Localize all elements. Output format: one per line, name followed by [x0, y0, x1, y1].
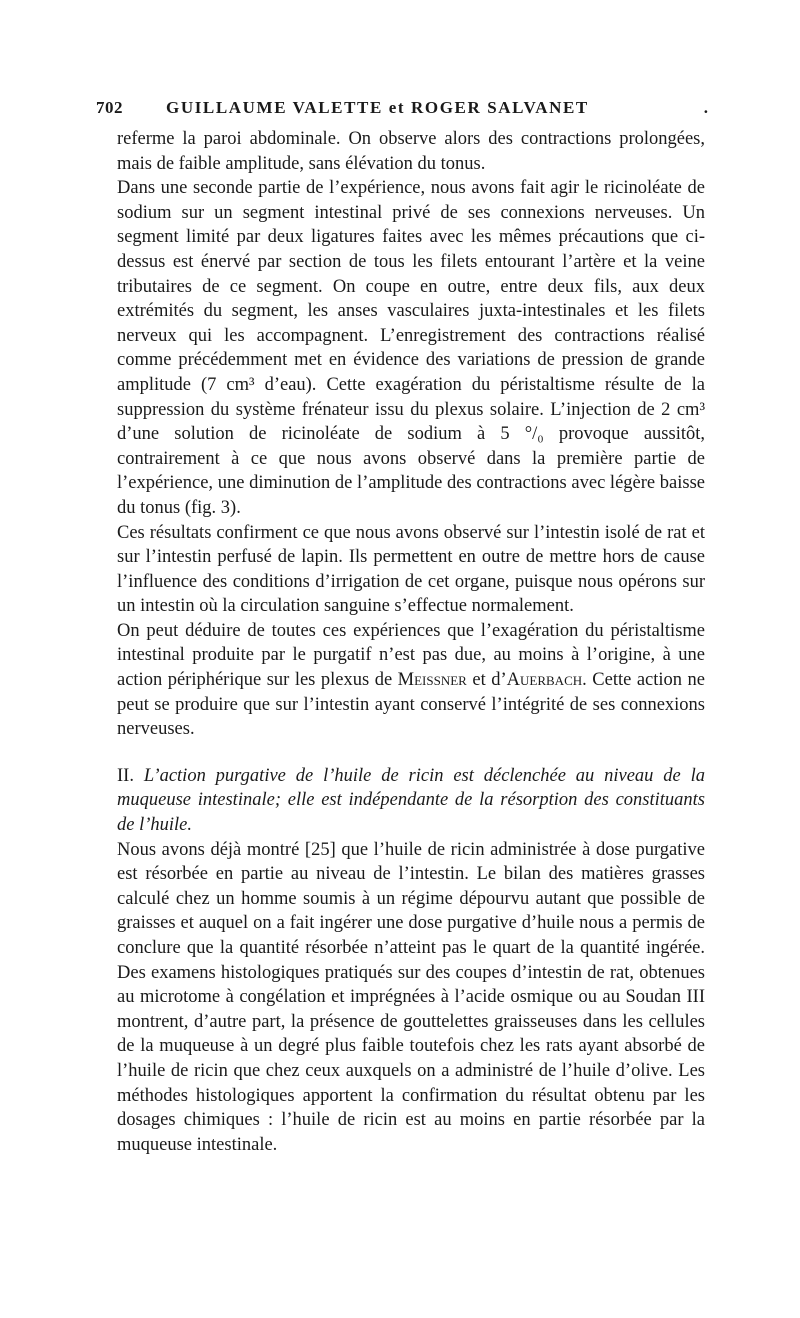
paragraph-resorption: [117, 838, 705, 1158]
section-number: II.: [117, 765, 144, 786]
paragraph-text: On peut déduire de toutes ces expériences que l’exagération du péristaltisme intestinal produite par le purgatif n’est pas due, au moins à l’origine, à une action périphérique sur les plexus de: [117, 620, 705, 691]
paragraph-continuation: referme la paroi abdominale. On observe alors des contractions prolongées, mais de faible amplitude, sans élévation du tonus.: [117, 129, 705, 174]
paragraph-results: [117, 521, 705, 619]
page-number: 702: [96, 98, 123, 117]
author-name-auerbach: Auerbach: [506, 670, 583, 691]
page-body: [117, 127, 705, 1157]
paragraph-text: Ces résultats confirment ce que nous avons observé sur l’intestin isolé de rat et sur l’intestin perfusé de lapin. Ils permettent en outre de mettre hors de cause l’influence des conditions d’irrigation de cet organe, puisque nous opérons sur un intestin où la circulation sanguine s’effectue normalement.: [117, 522, 705, 617]
paragraph-second-experiment: [117, 176, 705, 520]
paragraph-text: Dans une seconde partie de l’expérience, nous avons fait agir le ricinoléate de sodium sur un segment intestinal privé de ses connexions nerveuses. Un segment limité par deux ligatures faites avec les mêmes précautions que ci-dessus est énervé par section de tous les filets entourant l’artère et la veine tributaires de ce segment. On coupe en outre, entre deux fils, aux deux extrémités du segment, les anses vasculaires juxta-intestinales et les filets nerveux qui les accompagnent. L’enregistrement des contractions réalisé comme précédemment met en évidence des variations de pression de grande amplitude (7 cm³ d’eau). Cette exagération du péristaltisme résulte de la suppression du système frénateur issu du plexus solaire. L’injection de 2 cm³ d’une solution de ricinoléate de sodium à 5 °/₀ provoque aussitôt, contrairement à ce que nous avons observé dans la première partie de l’expérience, une diminution de l’amplitude des contractions avec légère baisse du tonus (fig. 3).: [117, 178, 705, 518]
paragraph-text: et d’: [466, 670, 507, 691]
running-header: [96, 98, 708, 122]
section-spacer: [117, 742, 705, 764]
paragraph-conclusion: [117, 619, 705, 742]
paragraph-text: . Cette action ne peut se produire que sur l’intestin ayant conservé l’intégrité de ses connexions nerveuses.: [117, 670, 706, 740]
header-mark: .: [703, 98, 708, 117]
section-title: L’action purgative de l’huile de ricin est déclenchée au niveau de la muqueuse intestinale; elle est indépendante de la résorption des constituants de l’huile.: [117, 765, 705, 836]
author-name-meissner: Meissner: [397, 670, 467, 691]
section-heading: [117, 764, 705, 838]
running-title: GUILLAUME VALETTE et ROGER SALVANET: [166, 98, 589, 117]
paragraph-text: Nous avons déjà montré [25] que l’huile de ricin administrée à dose purgative est résorbée en partie au niveau de l’intestin. Le bilan des matières grasses calculé chez un homme soumis à un régime dépourvu autant que possible de graisses et auquel on a fait ingérer une dose purgative d’huile nous a permis de conclure que la quantité résorbée n’atteint pas le quart de la quantité ingérée. Des examens histologiques pratiqués sur des coupes d’intestin de rat, obtenues au microtome à congélation et imprégnées à l’acide osmique ou au Soudan III montrent, d’autre part, la présence de gouttelettes graisseuses dans les cellules de la muqueuse à un degré plus faible toutefois chez les rats ayant absorbé de l’huile de ricin que chez ceux auxquels on a administré de l’huile d’olive. Les méthodes histologiques apportent la confirmation du résultat obtenu par les dosages chimiques : l’huile de ricin est au moins en partie résorbée par la muqueuse intestinale.: [117, 839, 705, 1155]
